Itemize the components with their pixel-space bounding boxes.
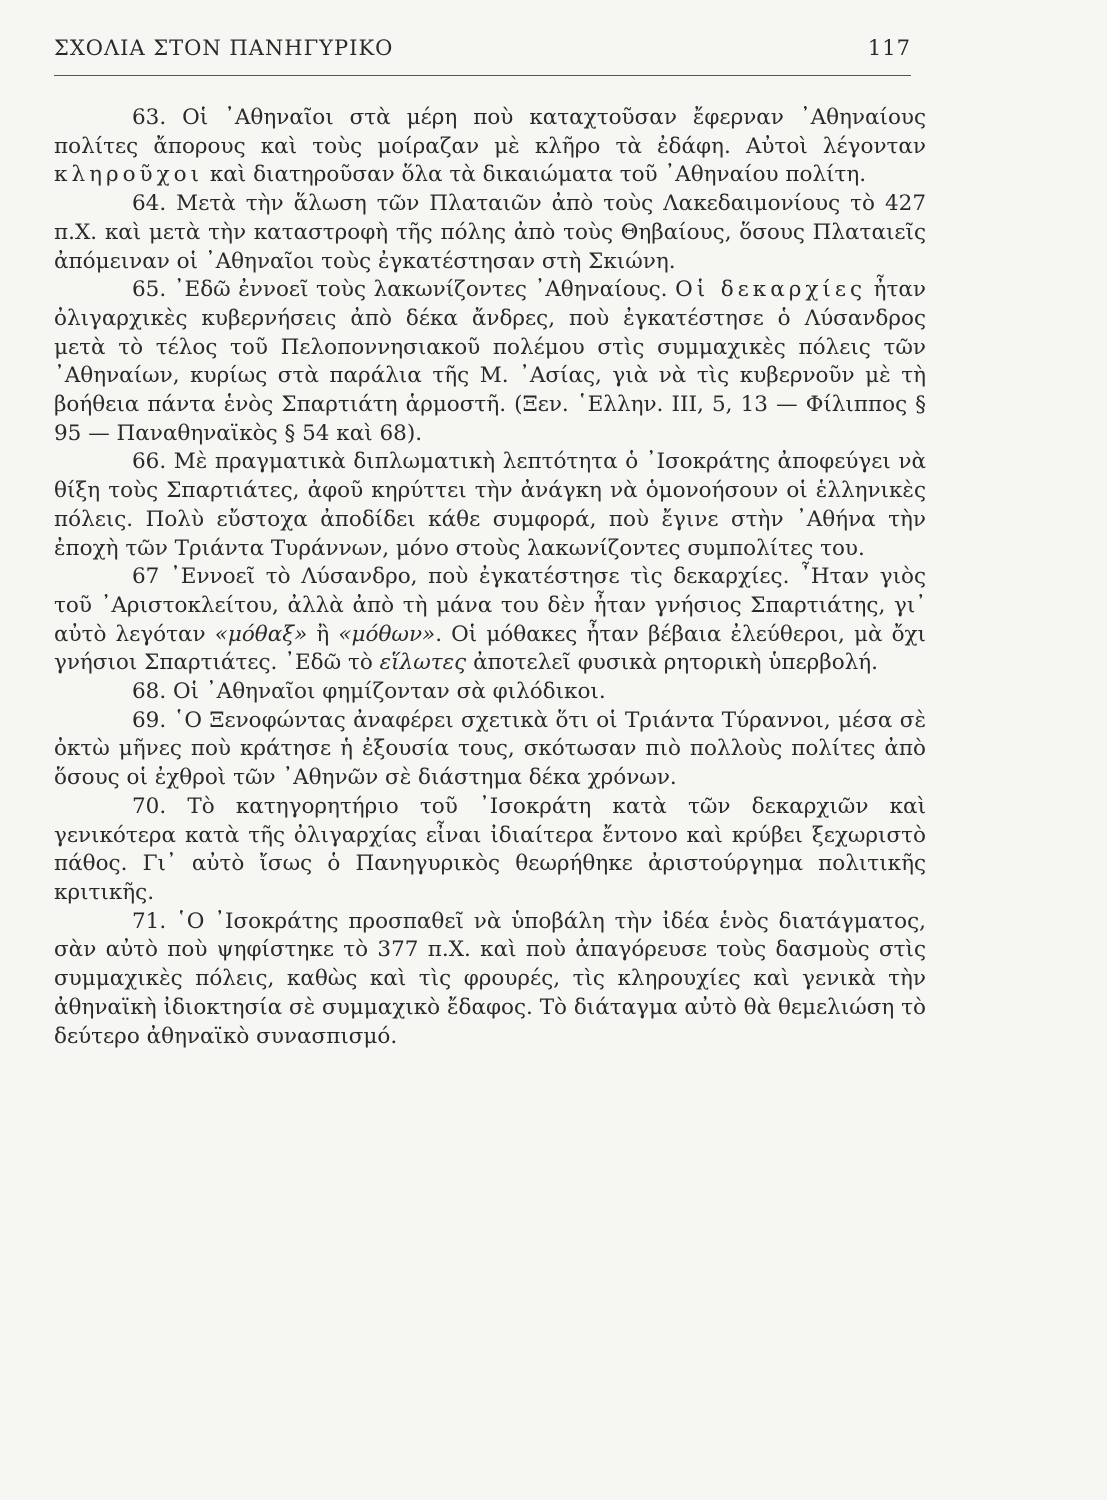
note-65: 65. ᾿Εδῶ ἐννοεῖ τοὺς λακωνίζοντες ᾿Αθηναίους. Οἱ δεκαρχίες ἦταν ὀλιγαρχικὲς κυβερνήσεις ἀπὸ δέκα ἄνδρες, ποὺ ἐγκατέστησε ὁ Λύσανδρος μετὰ τὸ τέλος τοῦ Πελοποννησιακοῦ πολέμου στὶς συμμαχικὲς πόλεις τῶν ᾿Αθηναίων, κυρίως στὰ παράλια τῆς Μ. ᾿Ασίας, γιὰ νὰ τὶς κυβερνοῦν μὲ τὴ βοήθεια πάντα ἑνὸς Σπαρτιάτη ἁρμοστῆ. (Ξεν. ῾Ελλην. III, 5, 13 — Φίλιππος § 95 — Παναθηναϊκὸς § 54 καὶ 68). — [54, 277, 926, 446]
emphasis-italic: «μόθων» — [338, 621, 436, 647]
note-69: 69. ῾Ο Ξενοφώντας ἀναφέρει σχετικὰ ὅτι οἱ Τριάντα Τύραννοι, μέσα σὲ ὀκτὼ μῆνες ποὺ κράτησε ἡ ἐξουσία τους, σκότωσαν πιὸ πολλοὺς πολίτες ἀπὸ ὅσους οἱ ἐχθροὶ τῶν ᾿Αθηνῶν σὲ διάστημα δέκα χρόνων. — [54, 707, 926, 791]
running-head — [54, 36, 911, 60]
running-title: ΣΧΟΛΙΑ ΣΤΟΝ ΠΑΝΗΓΥΡΙΚΟ — [54, 36, 394, 60]
emphasis-spaced: κληροῦχοι — [54, 162, 204, 188]
header-rule — [54, 75, 911, 76]
emphasis-italic: εἵλωτες — [379, 650, 467, 676]
note-66: 66. Μὲ πραγματικὰ διπλωματικὴ λεπτότητα ὁ ᾿Ισοκράτης ἀποφεύγει νὰ θίξη τοὺς Σπαρτιάτες, ἀφοῦ κηρύττει τὴν ἀνάγκη νὰ ὁμονοήσουν οἱ ἑλληνικὲς πόλεις. Πολὺ εὔστοχα ἀποδίδει κάθε συμφορά, ποὺ ἔγινε στὴν ᾿Αθήνα τὴν ἐποχὴ τῶν Τριάντα Τυράννων, μόνο στοὺς λακωνίζοντες συμπολίτες του. — [54, 449, 926, 561]
note-64: 64. Μετὰ τὴν ἅλωση τῶν Πλαταιῶν ἀπὸ τοὺς Λακεδαιμονίους τὸ 427 π.Χ. καὶ μετὰ τὴν καταστροφὴ τῆς πόλης ἀπὸ τοὺς Θηβαίους, ὅσους Πλαταιεῖς ἀπόμειναν οἱ ᾿Αθηναῖοι τοὺς ἐγκατέστησαν στὴ Σκιώνη. — [54, 191, 926, 274]
note-63: 63. Οἱ ᾿Αθηναῖοι στὰ μέρη ποὺ καταχτοῦσαν ἔφερναν ᾿Αθηναίους πολίτες ἄπορους καὶ τοὺς μοίραζαν μὲ κλῆρο τὰ ἐδάφη. Αὐτοὶ λέγονταν κληροῦχοι καὶ διατηροῦσαν ὅλα τὰ δικαιώματα τοῦ ᾿Αθηναίου πολίτη. — [54, 105, 926, 188]
page-number: 117 — [867, 36, 911, 60]
note-67: 67 ᾿Εννοεῖ τὸ Λύσανδρο, ποὺ ἐγκατέστησε τὶς δεκαρχίες. ῏Ηταν γιὸς τοῦ ᾿Αριστοκλείτου, ἀλλὰ ἀπὸ τὴ μάνα του δὲν ἦταν γνήσιος Σπαρτιάτης, γι᾿ αὐτὸ λεγόταν «μόθαξ» ἢ «μόθων». Οἱ μόθακες ἦταν βέβαια ἐλεύθεροι, μὰ ὄχι γνήσιοι Σπαρτιάτες. ᾿Εδῶ τὸ εἵλωτες ἀποτελεῖ φυσικὰ ρητορικὴ ὑπερβολή. — [54, 564, 926, 676]
note-70: 70. Τὸ κατηγορητήριο τοῦ ᾿Ισοκράτη κατὰ τῶν δεκαρχιῶν καὶ γενικότερα κατὰ τῆς ὀλιγαρχίας εἶναι ἰδιαίτερα ἔντονο καὶ κρύβει ξεχωριστὸ πάθος. Γι᾿ αὐτὸ ἴσως ὁ Πανηγυρικὸς θεωρήθηκε ἀριστούργημα πολιτικῆς κριτικῆς. — [54, 793, 926, 905]
emphasis-spaced: Οἱ δεκαρχίες — [675, 277, 867, 303]
note-71: 71. ῾Ο ᾿Ισοκράτης προσπαθεῖ νὰ ὑποβάλη τὴν ἰδέα ἑνὸς διατάγματος, σὰν αὐτὸ ποὺ ψηφίστηκε τὸ 377 π.Χ. καὶ ποὺ ἀπαγόρευσε τοὺς δασμοὺς στὶς συμμαχικὲς πόλεις, καθὼς καὶ τὶς φρουρές, τὶς κληρουχίες καὶ γενικὰ τὴν ἀθηναϊκὴ ἰδιοκτησία σὲ συμμαχικὸ ἔδαφος. Τὸ διάταγμα αὐτὸ θὰ θεμελιώση τὸ δεύτερο ἀθηναϊκὸ συνασπισμό. — [54, 908, 926, 1049]
notes-body — [54, 104, 926, 1051]
note-68: 68. Οἱ ᾿Αθηναῖοι φημίζονταν σὰ φιλόδικοι. — [132, 679, 606, 705]
emphasis-italic: «μόθαξ» — [214, 621, 308, 647]
